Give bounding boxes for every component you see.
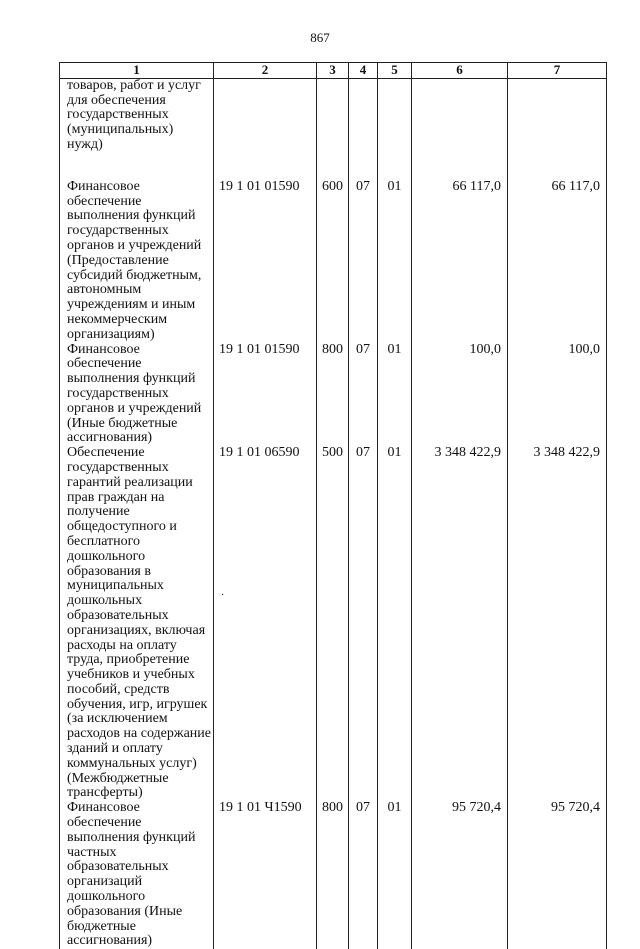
column-header: 3 — [317, 63, 349, 79]
row-section: 07 — [349, 446, 378, 801]
row-code: 19 1 01 01590 — [214, 171, 317, 343]
row-subsection — [378, 78, 412, 171]
scan-speck: · — [221, 590, 225, 601]
table-row — [60, 343, 607, 447]
budget-table-container — [59, 62, 606, 949]
column-header: 6 — [412, 63, 508, 79]
row-amount-1 — [412, 78, 508, 171]
row-subsection: 01 — [378, 801, 412, 949]
row-amount-2: 3 348 422,9 — [508, 446, 607, 801]
table-header-row — [60, 63, 607, 79]
row-section: 07 — [349, 171, 378, 343]
row-section — [349, 78, 378, 171]
row-description: Обеспечение государственных гарантий реализации прав граждан на получение общедоступного и бесплатного дошкольного образования в муниципальных дошкольных образовательных организациях, включая расходы на оплату труда, приобретение учебников и учебных пособий, средств обучения, игр, игрушек (за исключением расходов на содержание зданий и оплату коммунальных услуг) (Межбюджетные трансферты) — [60, 446, 214, 801]
row-code: 19 1 01 06590 — [214, 446, 317, 801]
row-code: 19 1 01 01590 — [214, 343, 317, 447]
row-description: Финансовое обеспечение выполнения функций государственных органов и учреждений (Предоставление субсидий бюджетным, автономным учреждениям и иным некоммерческим организациям) — [60, 171, 214, 343]
column-header: 4 — [349, 63, 378, 79]
row-section: 07 — [349, 801, 378, 949]
row-description: Финансовое обеспечение выполнения функций частных образовательных организаций дошкольного образования (Иные бюджетные ассигнования) — [60, 801, 214, 949]
page-number: 867 — [310, 30, 330, 45]
row-subsection: 01 — [378, 446, 412, 801]
row-amount-2: 100,0 — [508, 343, 607, 447]
row-subsection: 01 — [378, 343, 412, 447]
row-subsection: 01 — [378, 171, 412, 343]
table-row — [60, 171, 607, 343]
table-row — [60, 801, 607, 949]
row-amount-1: 66 117,0 — [412, 171, 508, 343]
row-expense-type: 800 — [317, 801, 349, 949]
row-expense-type: 600 — [317, 171, 349, 343]
row-section: 07 — [349, 343, 378, 447]
row-amount-1: 3 348 422,9 — [412, 446, 508, 801]
row-expense-type — [317, 78, 349, 171]
row-code: 19 1 01 Ч1590 — [214, 801, 317, 949]
row-amount-2 — [508, 78, 607, 171]
budget-table — [59, 62, 607, 949]
column-header: 7 — [508, 63, 607, 79]
table-row — [60, 446, 607, 801]
row-amount-2: 95 720,4 — [508, 801, 607, 949]
column-header: 5 — [378, 63, 412, 79]
row-amount-1: 100,0 — [412, 343, 508, 447]
column-header: 2 — [214, 63, 317, 79]
table-row — [60, 78, 607, 171]
row-description: товаров, работ и услуг для обеспечения государственных (муниципальных) нужд) — [60, 78, 214, 171]
row-amount-2: 66 117,0 — [508, 171, 607, 343]
column-header: 1 — [60, 63, 214, 79]
row-expense-type: 800 — [317, 343, 349, 447]
row-code — [214, 78, 317, 171]
row-description: Финансовое обеспечение выполнения функций государственных органов и учреждений (Иные бюджетные ассигнования) — [60, 343, 214, 447]
row-expense-type: 500 — [317, 446, 349, 801]
row-amount-1: 95 720,4 — [412, 801, 508, 949]
